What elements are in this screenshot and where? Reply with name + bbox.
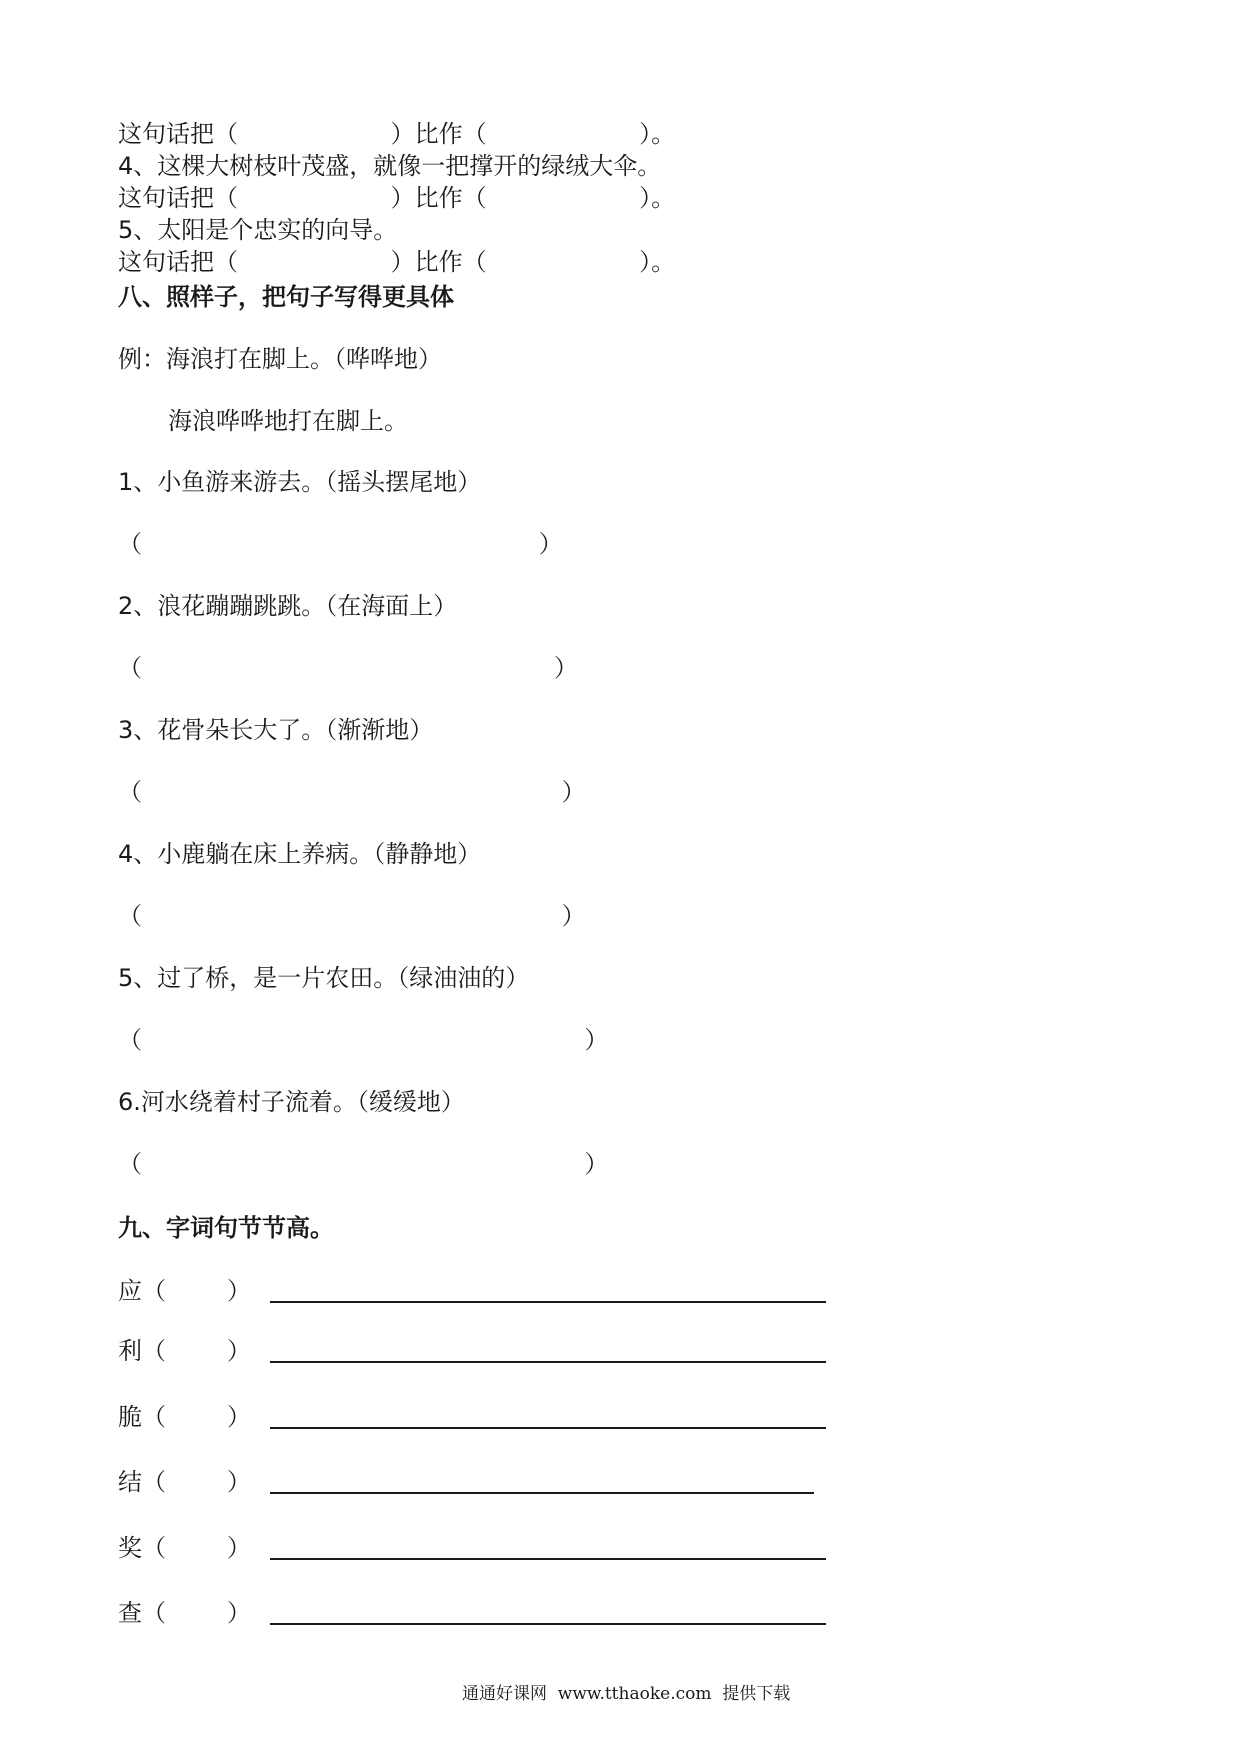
section-8-answer-1: （ ） [118,530,563,558]
section-8-example-answer: 海浪哗哗地打在脚上。 [168,407,408,435]
section-8-question-4: 4、小鹿躺在床上养病。（静静地） [118,840,482,868]
section-8-heading: 八、照样子，把句子写得更具体 [118,283,454,311]
section-8-question-6: 6.河水绕着村子流着。（缓缓地） [118,1088,465,1116]
writing-line-3[interactable] [270,1427,826,1429]
writing-line-6[interactable] [270,1623,826,1625]
section-9-char-2: 利（ ） [118,1337,252,1365]
section-8-answer-4: （ ） [118,902,586,930]
writing-line-2[interactable] [270,1361,826,1363]
section-8-answer-5: （ ） [118,1026,609,1054]
simile-question-5: 5、太阳是个忠实的向导。 [118,216,398,244]
section-8-answer-6: （ ） [118,1150,609,1178]
section-9-char-5: 奖（ ） [118,1534,252,1562]
writing-line-5[interactable] [270,1558,826,1560]
section-9-char-6: 查（ ） [118,1599,252,1627]
section-8-question-2: 2、浪花蹦蹦跳跳。（在海面上） [118,592,458,620]
writing-line-4[interactable] [270,1492,814,1494]
simile-answer-line-3: 这句话把（ ）比作（ ）。 [118,120,676,148]
simile-answer-line-5: 这句话把（ ）比作（ ）。 [118,248,676,276]
section-8-answer-2: （ ） [118,654,578,682]
simile-question-4: 4、这棵大树枝叶茂盛，就像一把撑开的绿绒大伞。 [118,152,662,180]
section-9-char-3: 脆（ ） [118,1403,252,1431]
section-8-answer-3: （ ） [118,778,586,806]
section-8-question-3: 3、花骨朵长大了。（渐渐地） [118,716,434,744]
section-8-question-1: 1、小鱼游来游去。（摇头摆尾地） [118,468,482,496]
section-8-example: 例：海浪打在脚上。（哗哗地） [118,345,442,373]
simile-answer-line-4: 这句话把（ ）比作（ ）。 [118,184,676,212]
section-9-char-4: 结（ ） [118,1468,252,1496]
footer-credit: 通通好课网 www.tthaoke.com 提供下载 [462,1684,791,1704]
section-9-char-1: 应（ ） [118,1277,252,1305]
writing-line-1[interactable] [270,1301,826,1303]
section-8-question-5: 5、过了桥，是一片农田。（绿油油的） [118,964,530,992]
section-9-heading: 九、字词句节节高。 [118,1214,334,1242]
